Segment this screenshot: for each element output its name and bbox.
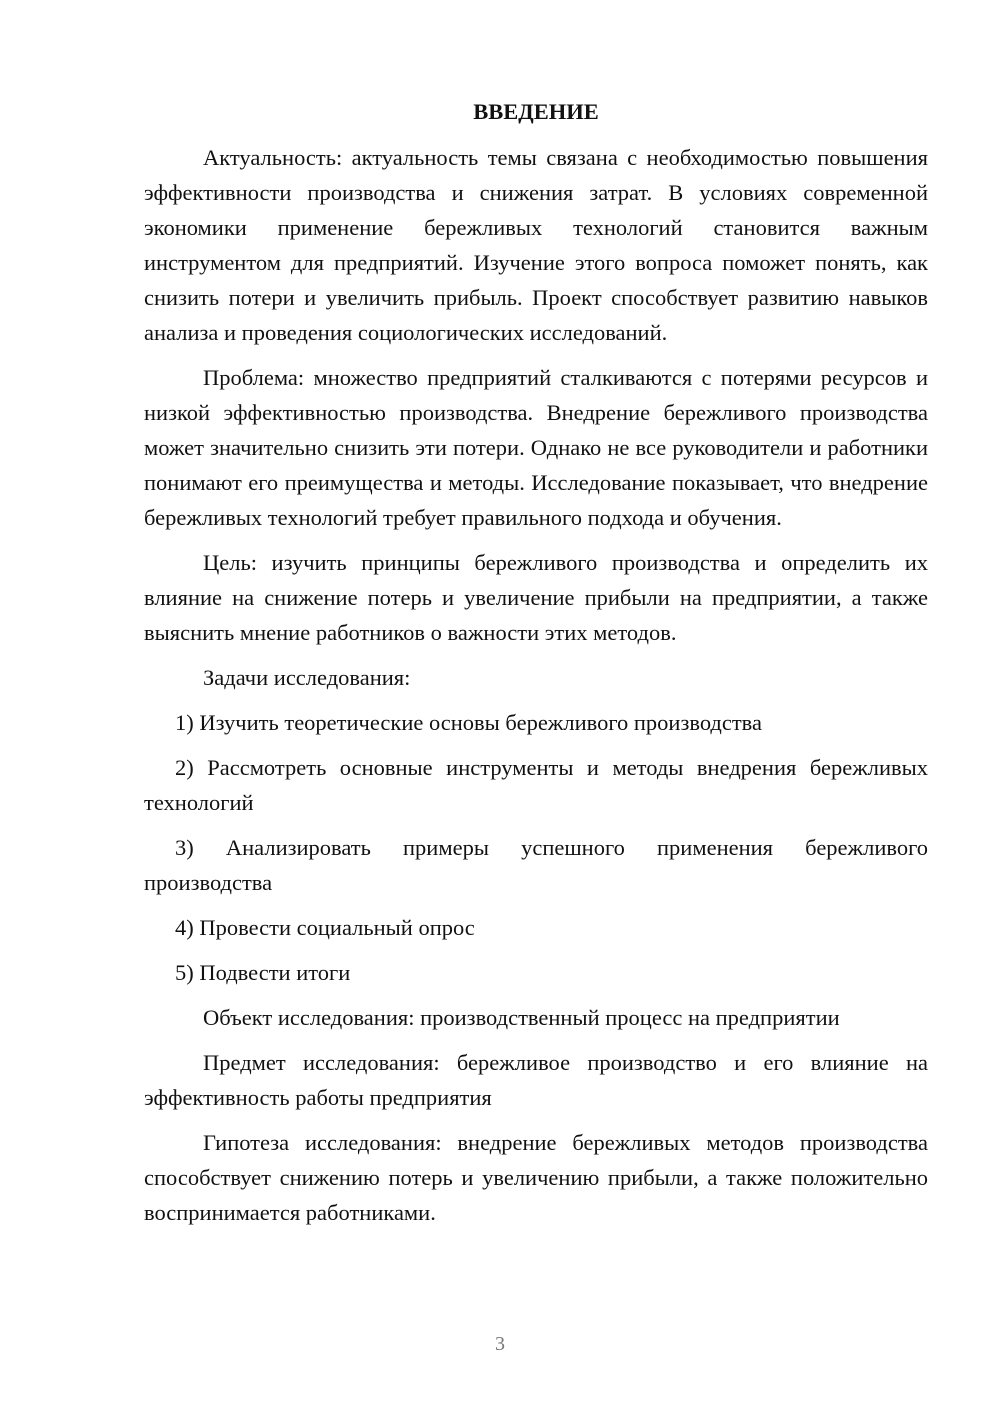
- page-number: 3: [495, 1333, 505, 1355]
- task-item-5: 5) Подвести итоги: [175, 960, 351, 985]
- task-item-1: 1) Изучить теоретические основы бережливого производства: [175, 710, 762, 735]
- paragraph-subject: Предмет исследования: бережливое производство и его влияние на эффективность работы предприятия: [144, 1050, 928, 1110]
- document-body: [144, 94, 928, 1240]
- task-item-4: 4) Провести социальный опрос: [175, 915, 475, 940]
- task-item-2: 2) Рассмотреть основные инструменты и методы внедрения бережливых технологий: [144, 755, 928, 815]
- task-item-3: 3) Анализировать примеры успешного применения бережливого производства: [144, 835, 928, 895]
- paragraph-object: Объект исследования: производственный процесс на предприятии: [203, 1005, 840, 1030]
- paragraph-relevance: Актуальность: актуальность темы связана с необходимостью повышения эффективности производства и снижения затрат. В условиях современной экономики применение бережливых технологий становится важным инструментом для предприятий. Изучение этого вопроса поможет понять, как снизить потери и увеличить прибыль. Проект способствует развитию навыков анализа и проведения социологических исследований.: [144, 145, 928, 345]
- tasks-heading: Задачи исследования:: [203, 665, 411, 690]
- paragraph-goal: Цель: изучить принципы бережливого производства и определить их влияние на снижение потерь и увеличение прибыли на предприятии, а также выяснить мнение работников о важности этих методов.: [144, 550, 928, 645]
- paragraph-problem: Проблема: множество предприятий сталкиваются с потерями ресурсов и низкой эффективностью производства. Внедрение бережливого производства может значительно снизить эти потери. Однако не все руководители и работники понимают его преимущества и методы. Исследование показывает, что внедрение бережливых технологий требует правильного подхода и обучения.: [144, 365, 928, 530]
- page-title: ВВЕДЕНИЕ: [473, 99, 599, 124]
- paragraph-hypothesis: Гипотеза исследования: внедрение бережливых методов производства способствует снижению потерь и увеличению прибыли, а также положительно воспринимается работниками.: [144, 1130, 928, 1225]
